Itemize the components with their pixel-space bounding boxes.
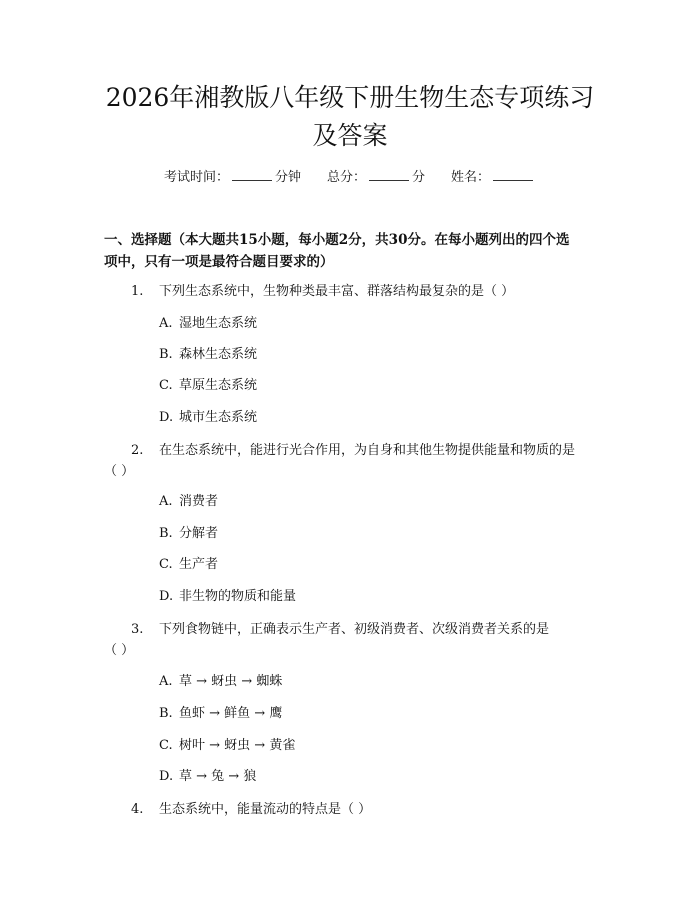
- question-number: 3.: [131, 622, 144, 637]
- option-text: 消费者: [179, 494, 219, 509]
- total-score-unit: 分: [412, 170, 426, 185]
- section-heading-line: 一、选择题（本大题共15小题，每小题2分，共30分。在每小题列出的四个选: [104, 232, 570, 248]
- question-stem: 在生态系统中，能进行光合作用，为自身和其他生物提供能量和物质的是: [159, 443, 576, 458]
- option-letter: A.: [159, 674, 173, 689]
- option-letter: C.: [159, 557, 173, 572]
- option-text: 草原生态系统: [179, 378, 258, 393]
- option-letter: C.: [159, 738, 173, 753]
- question-1-option-b[interactable]: [159, 346, 257, 364]
- total-score-field: [327, 168, 425, 187]
- student-name-label: 姓名：: [451, 170, 491, 185]
- question-3-option-a[interactable]: [159, 673, 282, 691]
- question-3-option-d[interactable]: [159, 768, 256, 786]
- question-1-option-d[interactable]: [159, 409, 257, 427]
- student-name-blank[interactable]: [493, 168, 533, 181]
- question-stem: 下列食物链中，正确表示生产者、初级消费者、次级消费者关系的是: [159, 622, 550, 637]
- option-text: 分解者: [179, 526, 219, 541]
- question-2-option-c[interactable]: [159, 556, 218, 574]
- exam-info-line: [0, 168, 700, 187]
- option-text: 生产者: [179, 557, 219, 572]
- question-2-option-d[interactable]: [159, 588, 296, 606]
- option-text: 城市生态系统: [179, 410, 258, 425]
- question-stem: 下列生态系统中，生物种类最丰富、群落结构最复杂的是（ ）: [159, 284, 515, 299]
- option-text: 非生物的物质和能量: [179, 589, 297, 604]
- option-letter: B.: [159, 526, 173, 541]
- option-letter: A.: [159, 494, 173, 509]
- option-letter: B.: [159, 347, 173, 362]
- question-3-stem-continued: （ ）: [104, 643, 135, 658]
- exam-time-unit: 分钟: [274, 170, 301, 185]
- question-3-option-b[interactable]: [159, 705, 282, 723]
- question-number: 4.: [131, 802, 144, 817]
- question-2-stem-continued: （ ）: [104, 464, 135, 479]
- option-letter: D.: [159, 589, 174, 604]
- option-text: 鱼虾 → 鲜鱼 → 鹰: [179, 706, 283, 721]
- option-letter: D.: [159, 410, 174, 425]
- option-letter: D.: [159, 769, 174, 784]
- option-letter: C.: [159, 378, 173, 393]
- option-text: 草 → 兔 → 狼: [179, 769, 257, 784]
- exam-time-field: [164, 168, 301, 187]
- question-2-option-a[interactable]: [159, 493, 218, 511]
- question-number: 2.: [131, 443, 144, 458]
- document-title: 2026年湘教版八年级下册生物生态专项练习: [105, 83, 595, 112]
- option-text: 草 → 蚜虫 → 蜘蛛: [179, 674, 283, 689]
- question-3-option-c[interactable]: [159, 737, 295, 755]
- document-title-continued: 及答案: [312, 121, 388, 150]
- section-heading-line: 项中，只有一项是最符合题目要求的）: [104, 254, 334, 270]
- question-1-option-a[interactable]: [159, 315, 257, 333]
- exam-time-label: 考试时间：: [163, 170, 229, 185]
- question-1-option-c[interactable]: [159, 377, 257, 395]
- student-name-field: [451, 168, 536, 187]
- option-text: 湿地生态系统: [179, 316, 258, 331]
- total-score-label: 总分：: [326, 170, 366, 185]
- total-score-blank[interactable]: [369, 168, 409, 181]
- question-stem: 生态系统中，能量流动的特点是（ ）: [159, 802, 372, 817]
- question-2-option-b[interactable]: [159, 525, 218, 543]
- option-letter: A.: [159, 316, 173, 331]
- question-number: 1.: [131, 284, 144, 299]
- exam-time-blank[interactable]: [232, 168, 272, 181]
- option-text: 树叶 → 蚜虫 → 黄雀: [179, 738, 296, 753]
- option-letter: B.: [159, 706, 173, 721]
- option-text: 森林生态系统: [179, 347, 258, 362]
- section-heading: [104, 229, 604, 273]
